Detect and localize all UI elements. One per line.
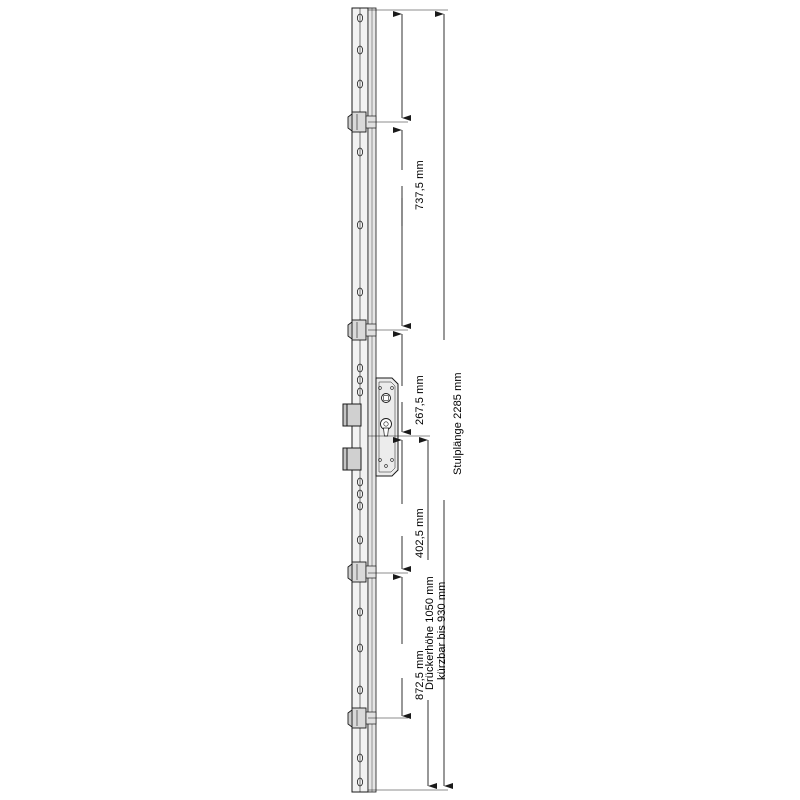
dimension-label-872: 872,5 mm	[414, 650, 426, 700]
dimension-label-267: 267,5 mm	[414, 375, 426, 425]
dimension-label-stulplaenge: Stulplänge 2285 mm	[452, 372, 464, 475]
dimension-label-drueckerhoehe: Drückerhöhe 1050 mm	[424, 576, 436, 690]
dimension-label-402: 402,5 mm	[414, 508, 426, 558]
dimension-label-737: 737,5 mm	[414, 160, 426, 210]
dimension-label-kuerzbar: kürzbar bis 930 mm	[436, 581, 448, 680]
